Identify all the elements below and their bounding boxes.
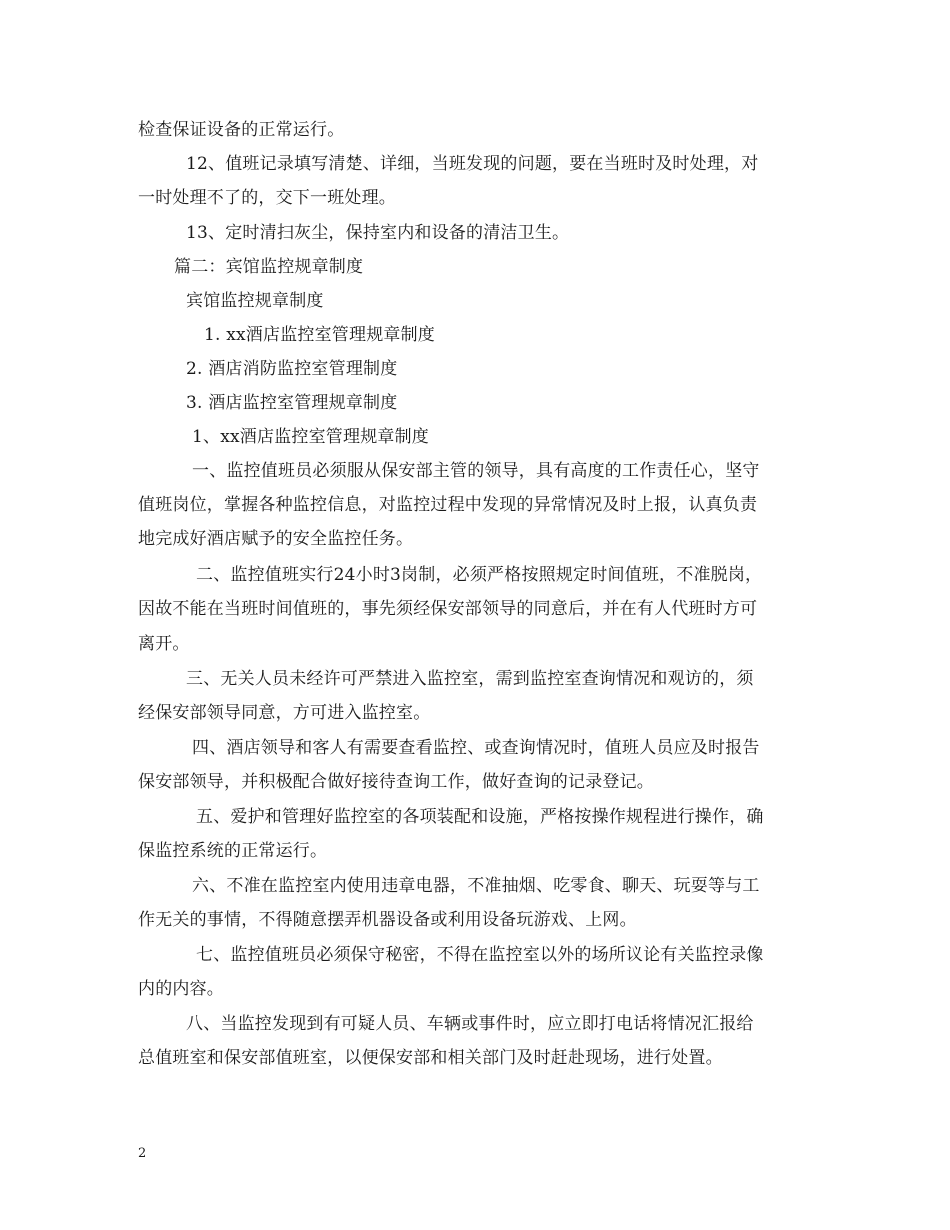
text-line: 四、酒店领导和客人有需要查看监控、或查询情况时，值班人员应及时报告 (192, 738, 760, 758)
text-line: 检查保证设备的正常运行。 (138, 120, 345, 140)
text-line: 值班岗位，掌握各种监控信息，对监控过程中发现的异常情况及时上报，认真负责 (138, 495, 758, 515)
toc-item: 1. xx酒店监控室管理规章制度 (204, 325, 435, 345)
text-line: 12、值班记录填写清楚、详细，当班发现的问题，要在当班时及时处理，对 (186, 154, 759, 174)
text-line: 三、无关人员未经许可严禁进入监控室，需到监控室查询情况和观访的，须 (186, 669, 754, 689)
toc-item: 2. 酒店消防监控室管理制度 (186, 359, 398, 379)
text-line: 离开。 (138, 634, 190, 654)
text-line: 地完成好酒店赋予的安全监控任务。 (138, 529, 414, 549)
text-line: 内的内容。 (138, 979, 224, 999)
text-line: 八、当监控发现到有可疑人员、车辆或事件时，应立即打电话将情况汇报给 (186, 1014, 754, 1034)
section-heading: 篇二：宾馆监控规章制度 (174, 257, 364, 277)
document-title: 宾馆监控规章制度 (186, 291, 324, 311)
text-line: 保监控系统的正常运行。 (138, 841, 328, 861)
text-line: 六、不准在监控室内使用违章电器，不准抽烟、吃零食、聊天、玩耍等与工 (192, 876, 760, 896)
text-line: 因故不能在当班时间值班的，事先须经保安部领导的同意后，并在有人代班时方可 (138, 599, 758, 619)
text-line: 作无关的事情，不得随意摆弄机器设备或利用设备玩游戏、上网。 (138, 910, 637, 930)
text-line: 一、监控值班员必须服从保安部主管的领导，具有高度的工作责任心，坚守 (192, 461, 760, 481)
text-line: 经保安部领导同意，方可进入监控室。 (138, 703, 431, 723)
text-line: 五、爱护和管理好监控室的各项装配和设施，严格按操作规程进行操作，确 (196, 807, 764, 827)
text-line: 保安部领导，并积极配合做好接待查询工作，做好查询的记录登记。 (138, 772, 654, 792)
text-line: 七、监控值班员必须保守秘密，不得在监控室以外的场所议论有关监控录像 (196, 945, 764, 965)
subsection-heading: 1、xx酒店监控室管理规章制度 (192, 427, 429, 447)
text-line: 二、监控值班实行24小时3岗制，必须严格按照规定时间值班，不准脱岗， (196, 565, 763, 585)
text-line: 总值班室和保安部值班室，以便保安部和相关部门及时赶赴现场，进行处置。 (138, 1048, 723, 1068)
text-line: 一时处理不了的，交下一班处理。 (138, 188, 396, 208)
text-line: 13、定时清扫灰尘，保持室内和设备的清洁卫生。 (186, 223, 570, 243)
page-number: 2 (138, 1146, 147, 1161)
toc-item: 3. 酒店监控室管理规章制度 (186, 393, 398, 413)
